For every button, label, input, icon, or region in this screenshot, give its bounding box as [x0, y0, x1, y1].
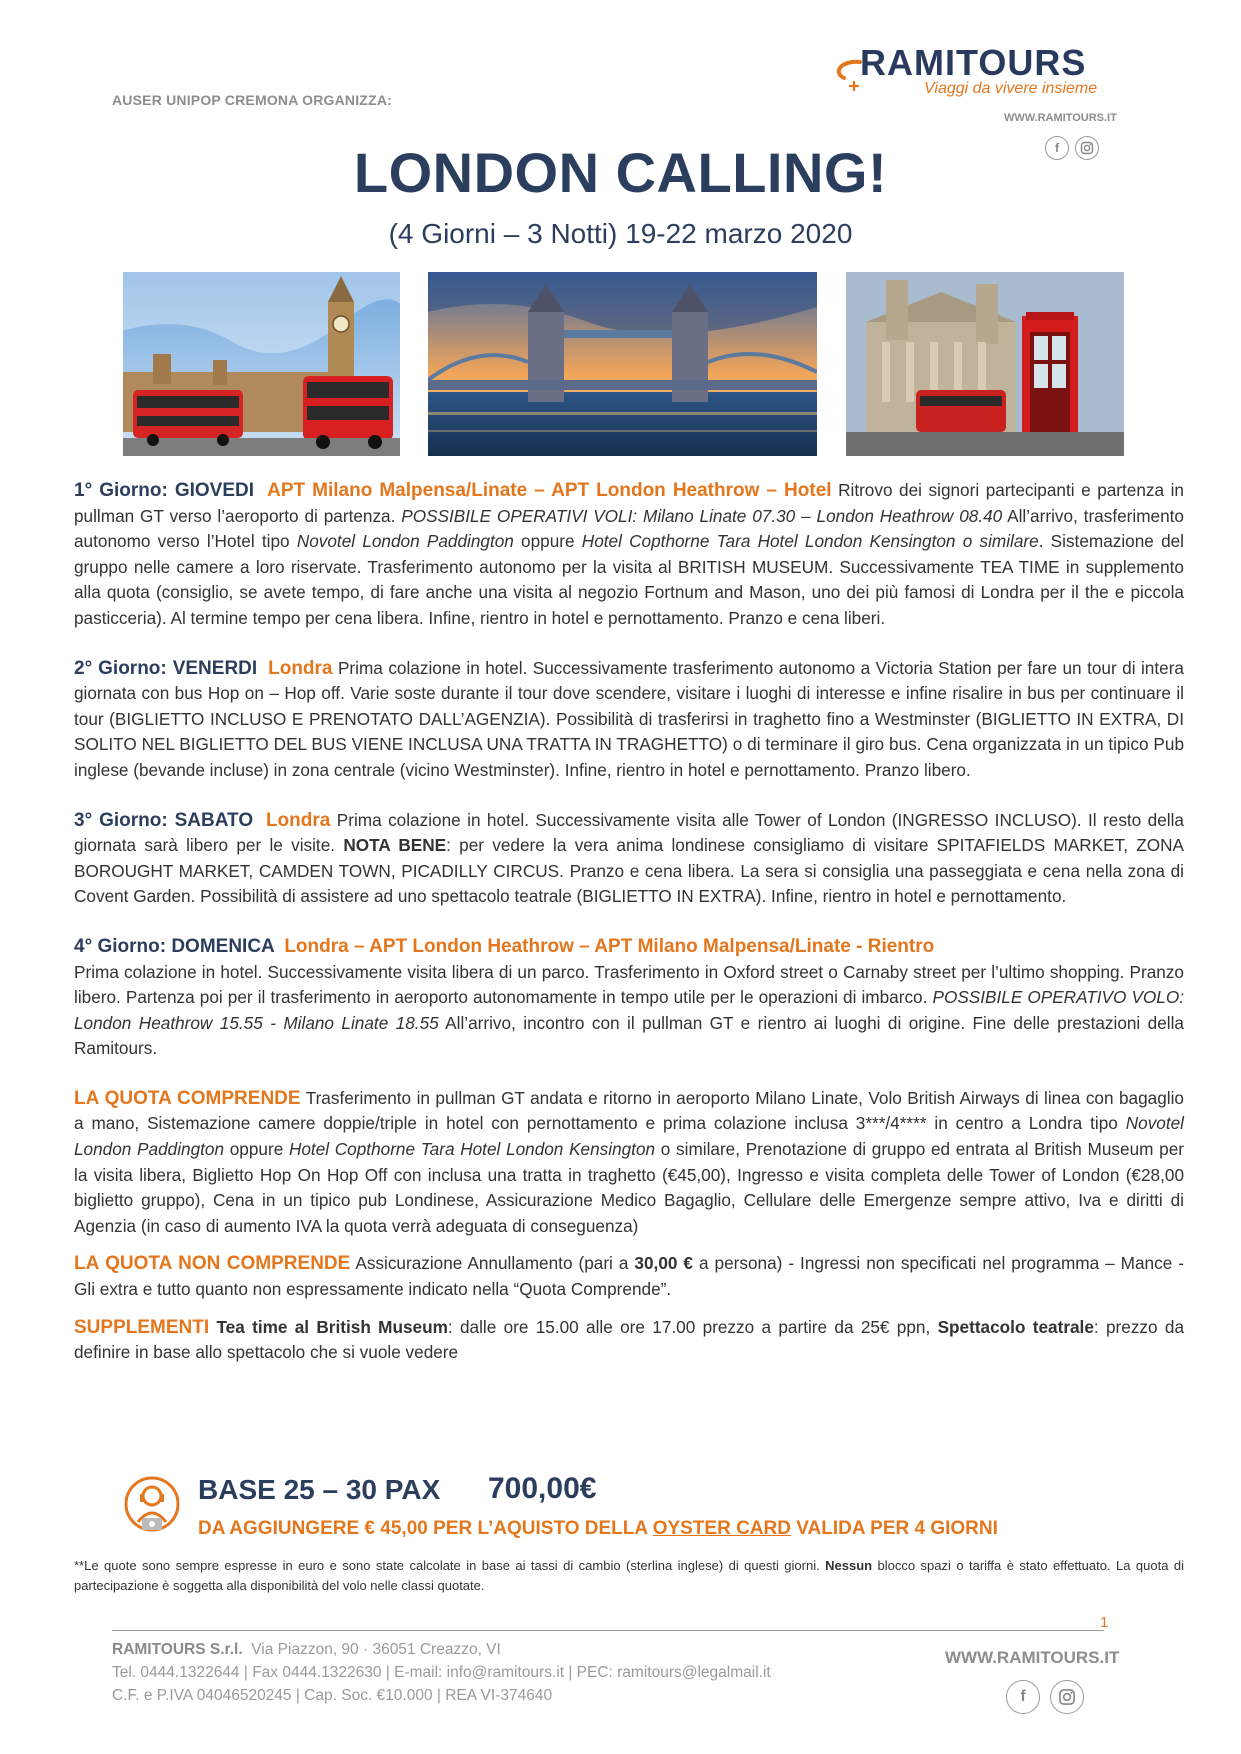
- not-included-label: LA QUOTA NON COMPRENDE: [74, 1253, 351, 1275]
- day-3-text-a: Prima colazione in hotel. Successivamente visita alle Tower of London (INGRESSO INCLUSO). Il resto della giornata sarà libero per le visite.: [74, 809, 1184, 856]
- oyster-card-addon: [198, 1518, 998, 1540]
- included-paragraph: [74, 1086, 1184, 1240]
- day-1-label: 1° Giorno: GIOVEDI: [74, 480, 255, 501]
- day-3-route: Londra: [265, 809, 331, 831]
- day-4-label: 4° Giorno: DOMENICA: [74, 935, 275, 957]
- day-2-text: Prima colazione in hotel. Successivamente trasferimento autonomo a Victoria Station per fare un tour di intera giornata con bus Hop on – Hop off. Varie soste durante il tour dove scendere, visitare i luoghi di interesse e infine risalire in bus per continuare il tour (BIGLIETTO INCLUSO E PRENOTATO DALL’AGENZIA). Possibilità di trasferirsi in traghetto fino a Westminster (BIGLIETTO IN EXTRA, DI SOLITO NEL BIGLIETTO DEL BUS VIENE INCLUSA UNA TRATTA IN TRAGHETTO) o di terminare il giro bus. Cena organizzata in un tipico Pub inglese (bevande incluse) in zona centrale (vicino Westminster). Infine, rientro in hotel e pernottamento. Pranzo libero.: [74, 657, 1184, 780]
- header-website[interactable]: WWW.RAMITOURS.IT: [1004, 112, 1117, 124]
- itinerary-content: [74, 478, 1184, 1378]
- person-icon: [124, 1474, 180, 1534]
- price-box: [124, 1474, 1124, 1544]
- day-4-route: Londra – APT London Heathrow – APT Milano Malpensa/Linate - Rientro: [284, 935, 935, 957]
- facebook-icon[interactable]: f: [1045, 136, 1069, 160]
- footer-legal: C.F. e P.IVA 04046520245 | Cap. Soc. €10.000 | REA VI-374640: [112, 1687, 553, 1704]
- day-4-flight: POSSIBILE OPERATIVO VOLO: London Heathrow 15.55 - Milano Linate 18.55: [74, 987, 1184, 1033]
- day-2-route: Londra: [268, 657, 333, 679]
- supplement-tea-time: Tea time al British Museum: [216, 1316, 448, 1337]
- day-1-paragraph: [74, 478, 1184, 632]
- day-2-paragraph: [74, 656, 1184, 784]
- day-3-label: 3° Giorno: SABATO: [74, 809, 254, 831]
- disclaimer-text-b: blocco spazi o tariffa è stato effettuato. La quota di partecipazione è soggetta alla disponibilità del volo nelle classi quotate.: [74, 1558, 1184, 1593]
- footer-address: Via Piazzon, 90 · 36051 Creazzo, VI: [251, 1641, 501, 1658]
- not-included-text-a: Assicurazione Annullamento (pari a: [350, 1253, 635, 1274]
- supplement-theatre: Spettacolo teatrale: [937, 1316, 1094, 1337]
- disclaimer-bold: Nessun: [825, 1558, 873, 1573]
- day-1-text-d: . Sistemazione del gruppo nelle camere a loro riservate. Trasferimento autonomo per la visita al BRITISH MUSEUM. Successivamente TEA TIME in supplemento alla quota (consiglio, se avete tempo, di fare anche una visita al negozio Fortnum and Mason, uno dei più famosi di Londra per il the e piccola pasticceria). Al termine tempo per cena libera. Infine, rientro in hotel e pernottamento. Pranzo e cena liberi.: [74, 531, 1184, 628]
- included-label: LA QUOTA COMPRENDE: [74, 1087, 301, 1109]
- organizer-line: AUSER UNIPOP CREMONA ORGANIZZA:: [112, 92, 392, 108]
- day-1-hotel-b: Hotel Copthorne Tara Hotel London Kensington o similare: [581, 531, 1039, 552]
- photo-st-pauls-phone-box: [846, 272, 1124, 456]
- not-included-paragraph: [74, 1251, 1184, 1302]
- addon-text-b: VALIDA PER 4 GIORNI: [790, 1518, 998, 1539]
- disclaimer: [74, 1556, 1184, 1596]
- day-3-text-b: : per vedere la vera anima londinese consigliamo di visitare SPITAFIELDS MARKET, ZONA BOROUGHT MARKET, CAMDEN TOWN, PICADILLY CIRCUS. Pranzo e cena libera. La sera si consiglia una passeggiata e cena nella zona di Covent Garden. Possibilità di assistere ad uno spettacolo teatrale (BIGLIETTO IN EXTRA). Infine, rientro in hotel e pernottamento.: [74, 835, 1184, 907]
- day-3-paragraph: [74, 808, 1184, 910]
- day-4-paragraph: [74, 934, 1184, 1062]
- not-included-amount: 30,00 €: [634, 1253, 693, 1274]
- included-text-a: Trasferimento in pullman GT andata e ritorno in aeroporto Milano Linate, Volo British Airways di linea con bagaglio a mano, Sistemazione camere doppie/triple in hotel con pernottamento e prima colazione inclusa 3***/4**** in centro a Londra tipo: [74, 1087, 1184, 1134]
- day-4-text-b: All’arrivo, incontro con il pullman GT e rientro ai luoghi di origine. Fine delle prestazioni della Ramitours.: [74, 1012, 1184, 1059]
- footer-divider: [112, 1630, 1104, 1631]
- footer-contacts: Tel. 0444.1322644 | Fax 0444.1322630 | E-mail: info@ramitours.it | PEC: ramitours@legalmail.it: [112, 1664, 771, 1681]
- included-text-c: o similare, Prenotazione di gruppo ed entrata al British Museum per la visita libera, Biglietto Hop On Hop Off con inclusa una tratta in traghetto (€45,00), Ingresso e visita completa delle Tower of London (€28,00 biglietto gruppo), Cena in un tipico pub Londinese, Assicurazione Medico Bagaglio, Cellulare delle Emergenze sempre attivo, Iva e diritti di Agenzia (in caso di aumento IVA la quota verrà adeguata di conseguenza): [74, 1139, 1184, 1236]
- day-1-flight: POSSIBILE OPERATIVI VOLI: Milano Linate 07.30 – London Heathrow 08.40: [401, 505, 1003, 526]
- supplements-text-a: : dalle ore 15.00 alle ore 17.00 prezzo a partire da 25€ ppn,: [447, 1316, 938, 1337]
- instagram-icon[interactable]: [1050, 1680, 1084, 1714]
- day-1-text-b: All’arrivo, trasferimento autonomo verso l’Hotel tipo: [74, 505, 1184, 552]
- facebook-icon[interactable]: f: [1006, 1680, 1040, 1714]
- supplements-label: SUPPLEMENTI: [74, 1316, 210, 1338]
- day-1-route: APT Milano Malpensa/Linate – APT London Heathrow – Hotel: [267, 480, 832, 501]
- ramitours-logo: [830, 42, 1120, 102]
- supplements-paragraph: [74, 1315, 1184, 1366]
- included-hotel-a: Novotel London Paddington: [74, 1113, 1184, 1160]
- footer-social-links: [1006, 1680, 1084, 1714]
- disclaimer-text-a: **Le quote sono sempre espresse in euro e sono state calcolate in base ai tassi di cambio (sterlina inglese) di questi giorni.: [74, 1558, 826, 1573]
- photo-tower-bridge: [428, 272, 817, 456]
- page-title: LONDON CALLING!: [353, 141, 888, 204]
- oyster-card-link[interactable]: OYSTER CARD: [652, 1518, 791, 1539]
- footer-info: [112, 1638, 771, 1707]
- photo-big-ben-buses: [123, 272, 400, 456]
- price-value: 700,00€: [488, 1472, 597, 1505]
- day-1-text-a: Ritrovo dei signori partecipanti e partenza in pullman GT verso l’aeroporto di partenza.: [74, 480, 1184, 526]
- day-2-label: 2° Giorno: VENERDI: [74, 657, 258, 679]
- included-hotel-b: Hotel Copthorne Tara Hotel London Kensington: [288, 1139, 656, 1160]
- day-1-hotel-a: Novotel London Paddington: [296, 531, 514, 552]
- page-subtitle: (4 Giorni – 3 Notti) 19-22 marzo 2020: [388, 218, 853, 249]
- footer-website[interactable]: WWW.RAMITOURS.IT: [945, 1648, 1120, 1667]
- logo-tagline: Viaggi da vivere insieme: [924, 80, 1098, 97]
- page-number: 1: [1100, 1614, 1109, 1631]
- base-pax: BASE 25 – 30 PAX: [198, 1474, 441, 1505]
- logo-wordmark: RAMITOURS: [860, 42, 1087, 83]
- day-4-text-a: Prima colazione in hotel. Successivamente visita libera di un parco. Trasferimento in Oxford street o Carnaby street per l’ultimo shopping. Pranzo libero. Partenza poi per il trasferimento in aeroporto autonomamente in tempo utile per le operazioni di imbarco.: [74, 961, 1184, 1008]
- not-included-text-b: a persona) - Ingressi non specificati nel programma – Mance - Gli extra e tutto quanto non espressamente indicato nella “Quota Comprende”.: [74, 1253, 1184, 1300]
- included-text-b: oppure: [224, 1139, 289, 1160]
- day-1-text-c: oppure: [513, 531, 582, 552]
- supplements-text-b: : prezzo da definire in base allo spettacolo che si vuole vedere: [74, 1316, 1185, 1363]
- addon-text-a: DA AGGIUNGERE € 45,00 PER L’AQUISTO DELLA: [198, 1518, 653, 1539]
- day-3-nota-bene: NOTA BENE: [343, 835, 447, 856]
- footer-company: RAMITOURS S.r.l.: [112, 1641, 243, 1658]
